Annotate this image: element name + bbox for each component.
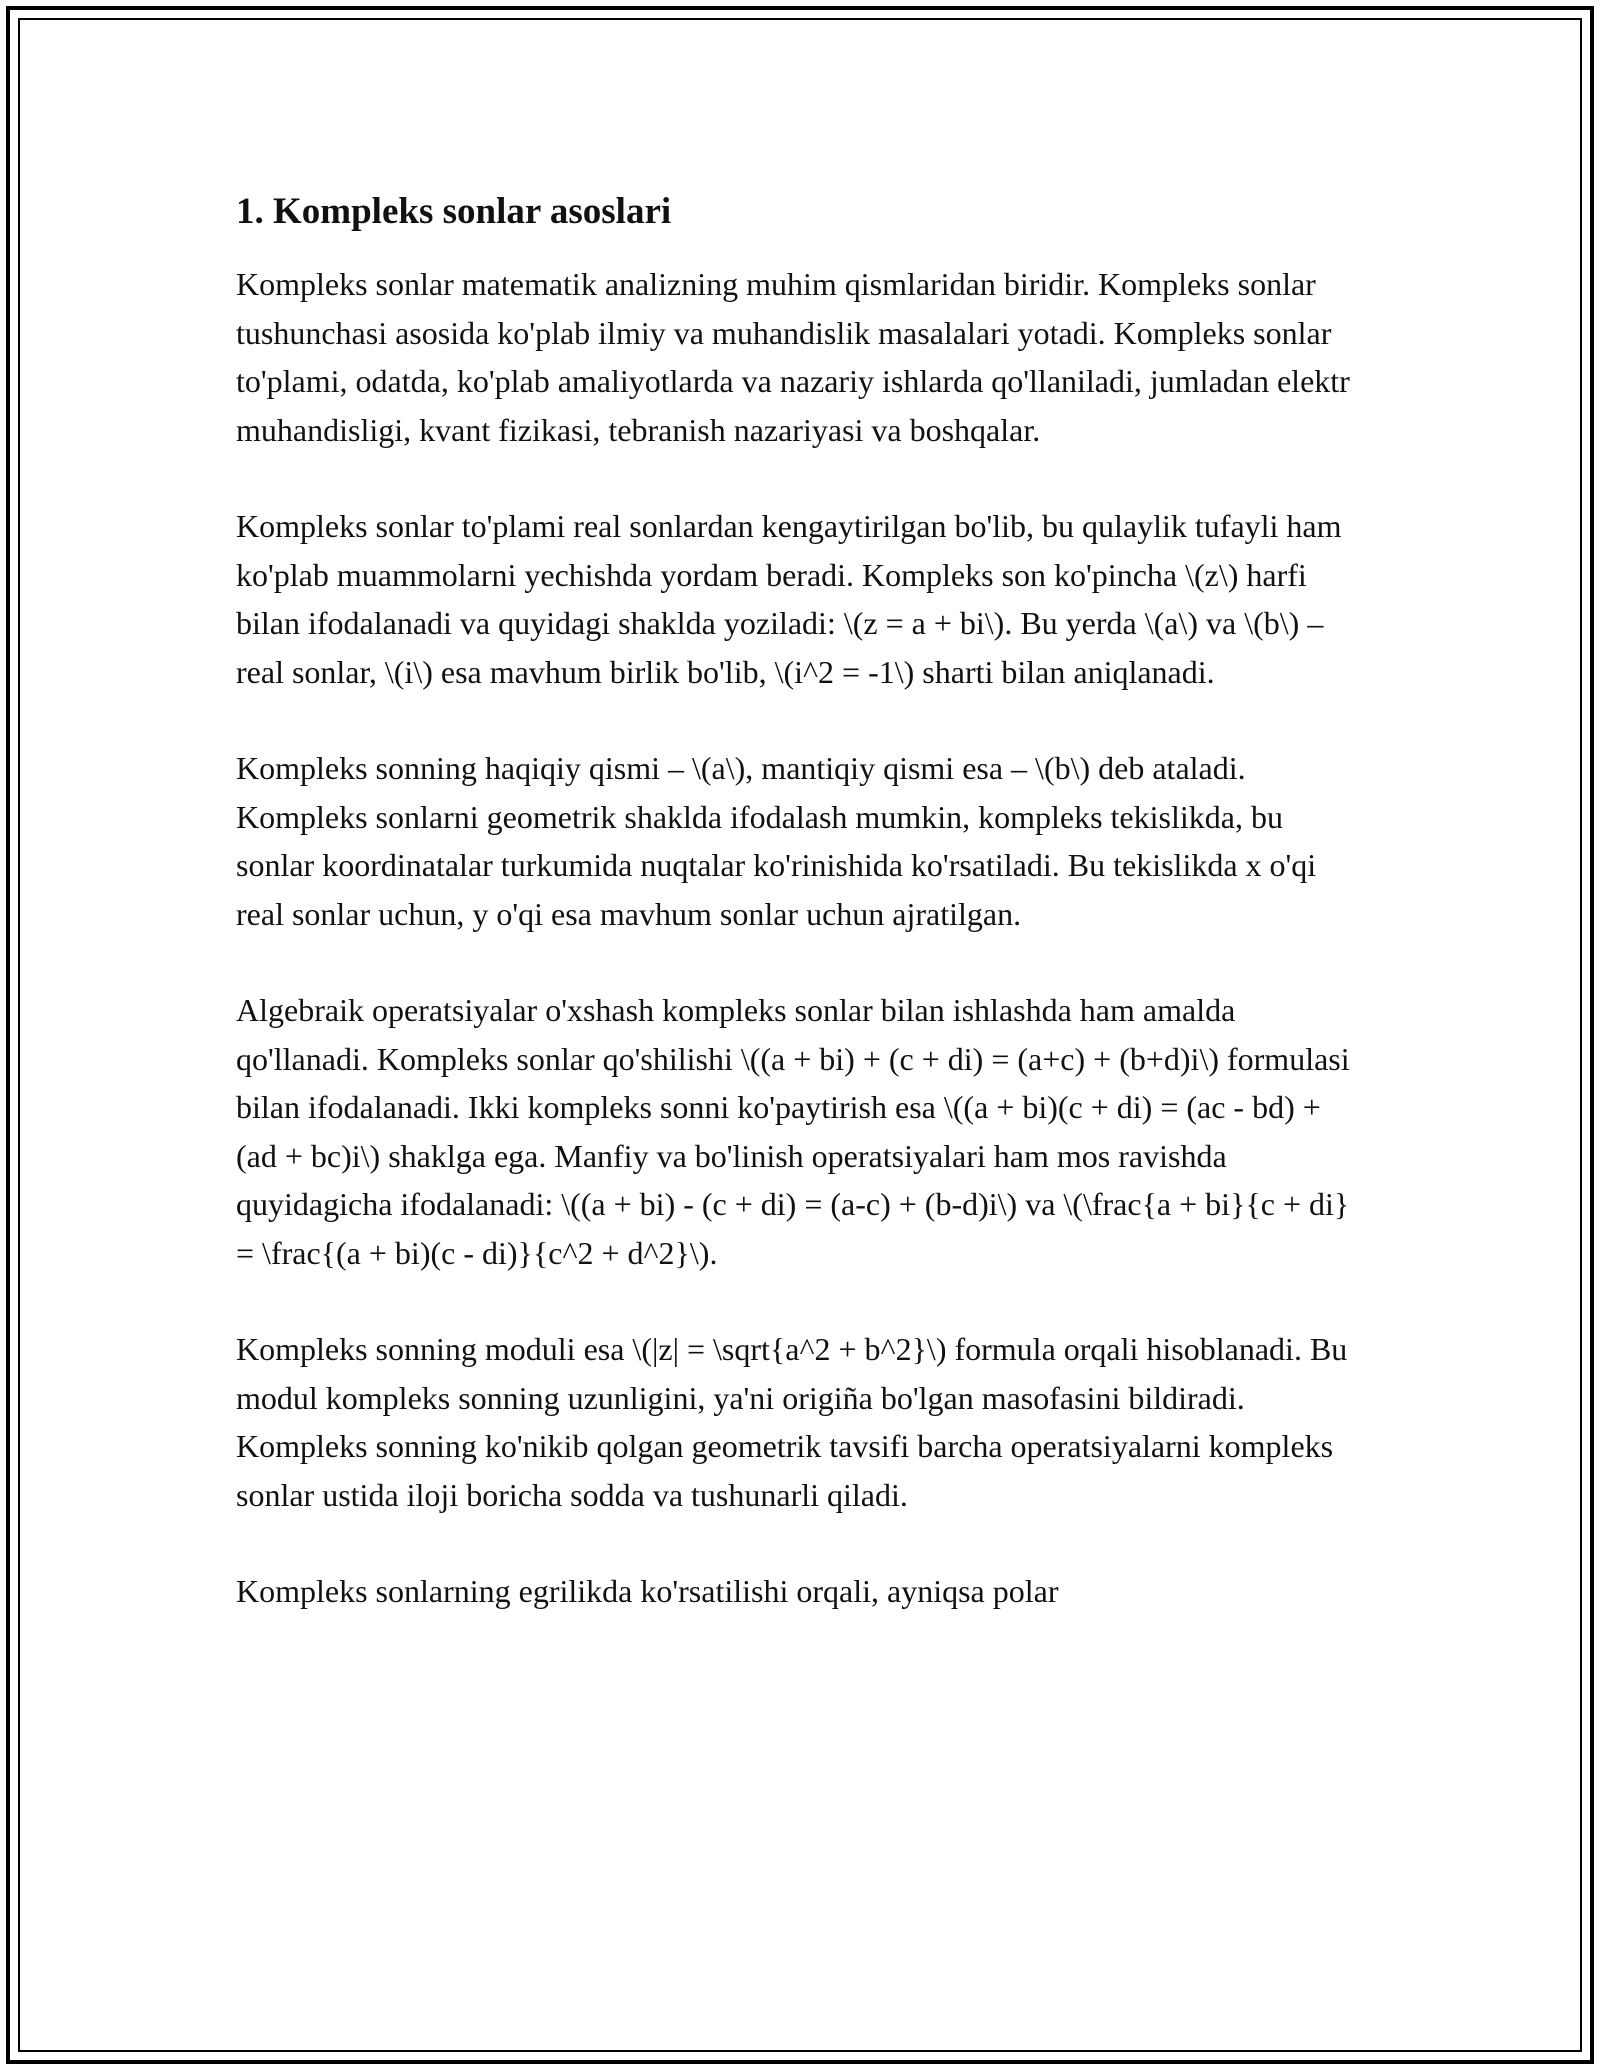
paragraph-definition: Kompleks sonlar to'plami real sonlardan kengaytirilgan bo'lib, bu qulaylik tufayli ham ko'plab muammolarni yechishda yordam beradi. Kompleks son ko'pincha \(z\) harfi bilan ifodalanadi va quyidagi shaklda yoziladi: \(z = a + bi\). Bu yerda \(a\) va \(b\) – real sonlar, \(i\) esa mavhum birlik bo'lib, \(i^2 = -1\) sharti bilan aniqlanadi. xyxy=(236,508,1342,690)
paragraph-polar: Kompleks sonlarning egrilikda ko'rsatilishi orqali, ayniqsa polar xyxy=(236,1573,1059,1609)
document-body xyxy=(236,188,1366,1664)
paragraph-geometric: Kompleks sonning haqiqiy qismi – \(a\), mantiqiy qismi esa – \(b\) deb ataladi. Kompleks sonlarni geometrik shaklda ifodalash mumkin, kompleks tekislikda, bu sonlar koordinatalar turkumida nuqtalar ko'rinishida ko'rsatiladi. Bu tekislikda x o'qi real sonlar uchun, y o'qi esa mavhum sonlar uchun ajratilgan. xyxy=(236,750,1317,932)
paragraph-operations: Algebraik operatsiyalar o'xshash kompleks sonlar bilan ishlashda ham amalda qo'llanadi. Kompleks sonlar qo'shilishi \((a + bi) + (c + di) = (a+c) + (b+d)i\) formulasi bilan ifodalanadi. Ikki kompleks sonni ko'paytirish esa \((a + bi)(c + di) = (ac - bd) + (ad + bc)i\) shaklga ega. Manfiy va bo'linish operatsiyalari ham mos ravishda quyidagicha ifodalanadi: \((a + bi) - (c + di) = (a-c) + (b-d)i\) va \(\frac{a + bi}{c + di} = \frac{(a + bi)(c - di)}{c^2 + d^2}\). xyxy=(236,992,1350,1271)
paragraph-intro: Kompleks sonlar matematik analizning muhim qismlaridan biridir. Kompleks sonlar tushunchasi asosida ko'plab ilmiy va muhandislik masalalari yotadi. Kompleks sonlar to'plami, odatda, ko'plab amaliyotlarda va nazariy ishlarda qo'llaniladi, jumladan elektr muhandisligi, kvant fizikasi, tebranish nazariyasi va boshqalar. xyxy=(236,266,1350,448)
section-heading: 1. Kompleks sonlar asoslari xyxy=(236,191,672,232)
paragraph-modulus: Kompleks sonning moduli esa \(|z| = \sqrt{a^2 + b^2}\) formula orqali hisoblanadi. Bu modul kompleks sonning uzunligini, ya'ni origiña bo'lgan masofasini bildiradi. Kompleks sonning ko'nikib qolgan geometrik tavsifi barcha operatsiyalarni kompleks sonlar ustida iloji boricha sodda va tushunarli qiladi. xyxy=(236,1331,1348,1513)
